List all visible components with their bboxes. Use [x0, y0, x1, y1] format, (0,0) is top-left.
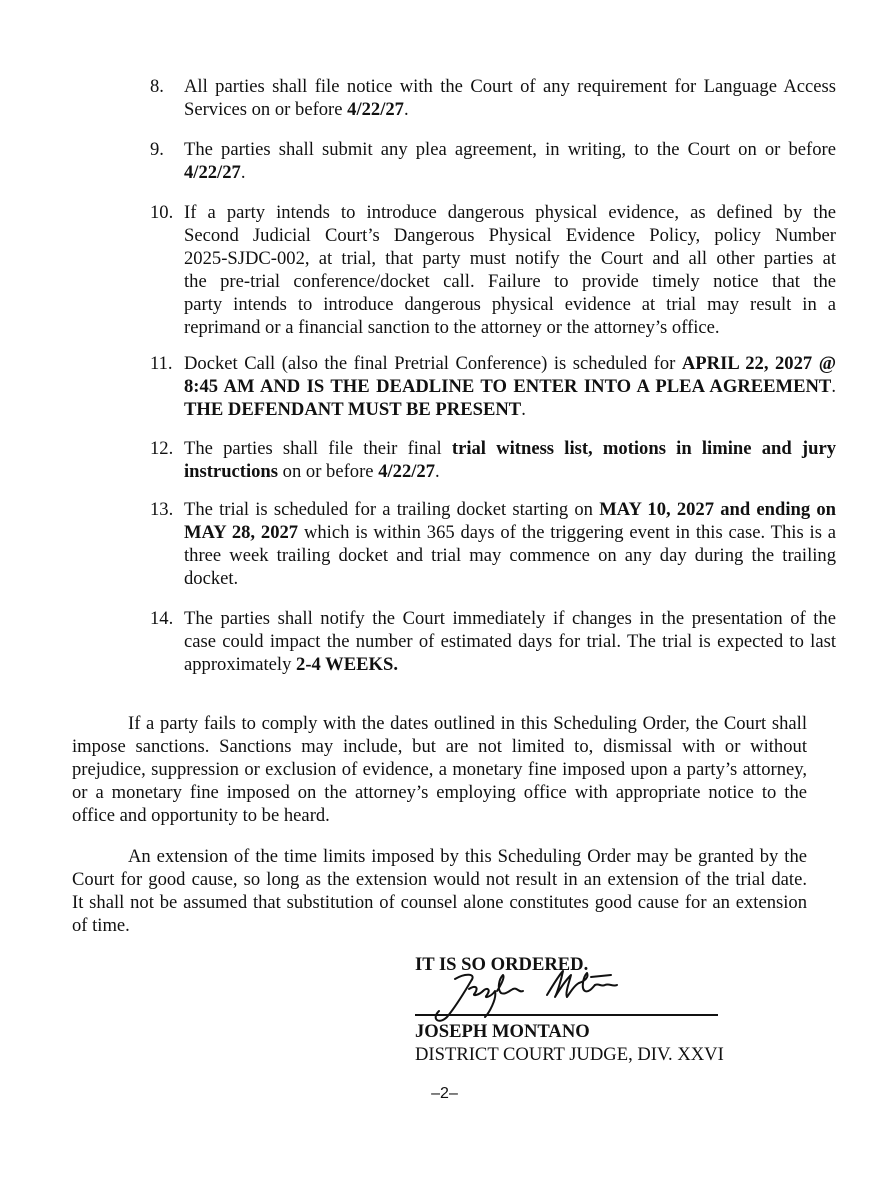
- judge-name: JOSEPH MONTANO: [415, 1021, 590, 1042]
- item-text: [184, 138, 836, 184]
- text-run: The trial is scheduled for a trailing docket starting on: [184, 499, 600, 520]
- item-line: [184, 460, 836, 483]
- item-number: 12.: [150, 438, 174, 459]
- bold-run: THE DEFENDANT MUST BE PRESENT: [184, 399, 522, 420]
- item-line: [184, 398, 836, 421]
- item-line: [184, 607, 836, 630]
- numbered-item: [150, 352, 836, 421]
- paragraph-line: prejudice, suppression or exclusion of evidence, a monetary fine imposed upon a party’s attorney,: [72, 759, 807, 780]
- item-line: [184, 544, 836, 567]
- paragraph-line: of time.: [72, 915, 130, 936]
- handwritten-signature: [425, 965, 635, 1025]
- numbered-item: [150, 498, 836, 590]
- text-run: approximately: [184, 654, 297, 675]
- paragraph-line: office and opportunity to be heard.: [72, 805, 330, 826]
- text-run: Second Judicial Court’s Dangerous Physical Evidence Policy, policy Number: [184, 225, 836, 246]
- body-paragraph: [72, 712, 807, 827]
- text-run: docket.: [184, 568, 239, 589]
- text-run: .: [521, 399, 526, 420]
- item-text: [184, 75, 836, 121]
- numbered-item: [150, 607, 836, 676]
- text-run: case could impact the number of estimated days for trial. The trial is expected to last: [184, 631, 836, 652]
- text-run: .: [831, 376, 836, 397]
- bold-run: APRIL 22, 2027 @: [681, 353, 836, 374]
- text-run: The parties shall notify the Court immediately if changes in the presentation of the: [184, 608, 836, 629]
- item-text: [184, 498, 836, 590]
- bold-run: MAY 10, 2027 and ending on: [599, 499, 836, 520]
- paragraph-line: or a monetary fine imposed on the attorney’s employing office with appropriate notice to the: [72, 782, 807, 803]
- bold-run: 4/22/27: [378, 461, 436, 482]
- paragraph-line: An extension of the time limits imposed by this Scheduling Order may be granted by the: [128, 846, 807, 867]
- item-line: [184, 138, 836, 161]
- numbered-item: [150, 437, 836, 483]
- text-run: The parties shall file their final: [184, 438, 452, 459]
- item-text: [184, 607, 836, 676]
- item-line: [184, 161, 836, 184]
- judge-title: DISTRICT COURT JUDGE, DIV. XXVI: [415, 1044, 724, 1065]
- bold-run: instructions: [184, 461, 279, 482]
- item-number: 10.: [150, 202, 174, 223]
- text-run: .: [240, 162, 246, 183]
- text-run: Services on or before: [184, 99, 348, 120]
- item-text: [184, 201, 836, 339]
- item-number: 13.: [150, 499, 174, 520]
- item-line: [184, 247, 836, 270]
- item-line: [184, 567, 836, 590]
- paragraph-line: It shall not be assumed that substitution of counsel alone constitutes good cause for an extension: [72, 892, 807, 913]
- bold-run: 8:45 AM AND IS THE DEADLINE TO ENTER INTO A PLEA AGREEMENT: [184, 376, 832, 397]
- text-run: .: [435, 461, 440, 482]
- text-run: The parties shall submit any plea agreement, in writing, to the Court on or before: [184, 139, 836, 160]
- item-number: 8.: [150, 76, 164, 97]
- item-line: [184, 75, 836, 98]
- item-line: [184, 270, 836, 293]
- text-run: .: [403, 99, 409, 120]
- item-line: [184, 352, 836, 375]
- bold-run: MAY 28, 2027: [184, 522, 299, 543]
- item-line: [184, 653, 836, 676]
- so-ordered-text: IT IS SO ORDERED.: [415, 954, 589, 975]
- paragraph-line: Court for good cause, so long as the extension would not result in an extension of the trial date.: [72, 869, 807, 890]
- item-line: [184, 521, 836, 544]
- text-run: which is within 365 days of the triggering event in this case. This is a: [298, 522, 837, 543]
- text-run: reprimand or a financial sanction to the attorney or the attorney’s office.: [184, 317, 720, 338]
- bold-run: 4/22/27: [184, 162, 241, 183]
- numbered-item: [150, 201, 836, 339]
- page-number: –2–: [431, 1085, 458, 1102]
- numbered-item: [150, 138, 836, 184]
- paragraph-line: If a party fails to comply with the dates outlined in this Scheduling Order, the Court shall: [128, 713, 807, 734]
- bold-run: 4/22/27: [347, 99, 404, 120]
- text-run: three week trailing docket and trial may commence on any day during the trailing: [184, 545, 836, 566]
- body-paragraph: [72, 845, 807, 937]
- item-line: [184, 437, 836, 460]
- item-line: [184, 498, 836, 521]
- item-line: [184, 375, 836, 398]
- text-run: All parties shall file notice with the Court of any requirement for Language Access: [184, 76, 836, 97]
- bold-run: trial witness list, motions in limine and jury: [451, 438, 836, 459]
- text-run: 2025-SJDC-002, at trial, that party must notify the Court and all other parties at: [184, 248, 836, 269]
- paragraph-line: impose sanctions. Sanctions may include, but are not limited to, dismissal with or without: [72, 736, 807, 757]
- item-line: [184, 630, 836, 653]
- text-run: Docket Call (also the final Pretrial Conference) is scheduled for: [184, 353, 682, 374]
- item-line: [184, 201, 836, 224]
- bold-run: 2-4 WEEKS.: [296, 654, 398, 675]
- numbered-item: [150, 75, 836, 121]
- item-line: [184, 98, 836, 121]
- text-run: If a party intends to introduce dangerous physical evidence, as defined by the: [184, 202, 836, 223]
- item-number: 9.: [150, 139, 164, 160]
- item-line: [184, 293, 836, 316]
- text-run: the pre-trial conference/docket call. Failure to provide timely notice that the: [184, 271, 836, 292]
- item-line: [184, 316, 836, 339]
- item-line: [184, 224, 836, 247]
- text-run: party intends to introduce dangerous physical evidence at trial may result in a: [184, 294, 836, 315]
- item-text: [184, 352, 836, 421]
- item-number: 14.: [150, 608, 174, 629]
- item-number: 11.: [150, 353, 173, 374]
- item-text: [184, 437, 836, 483]
- text-run: on or before: [278, 461, 379, 482]
